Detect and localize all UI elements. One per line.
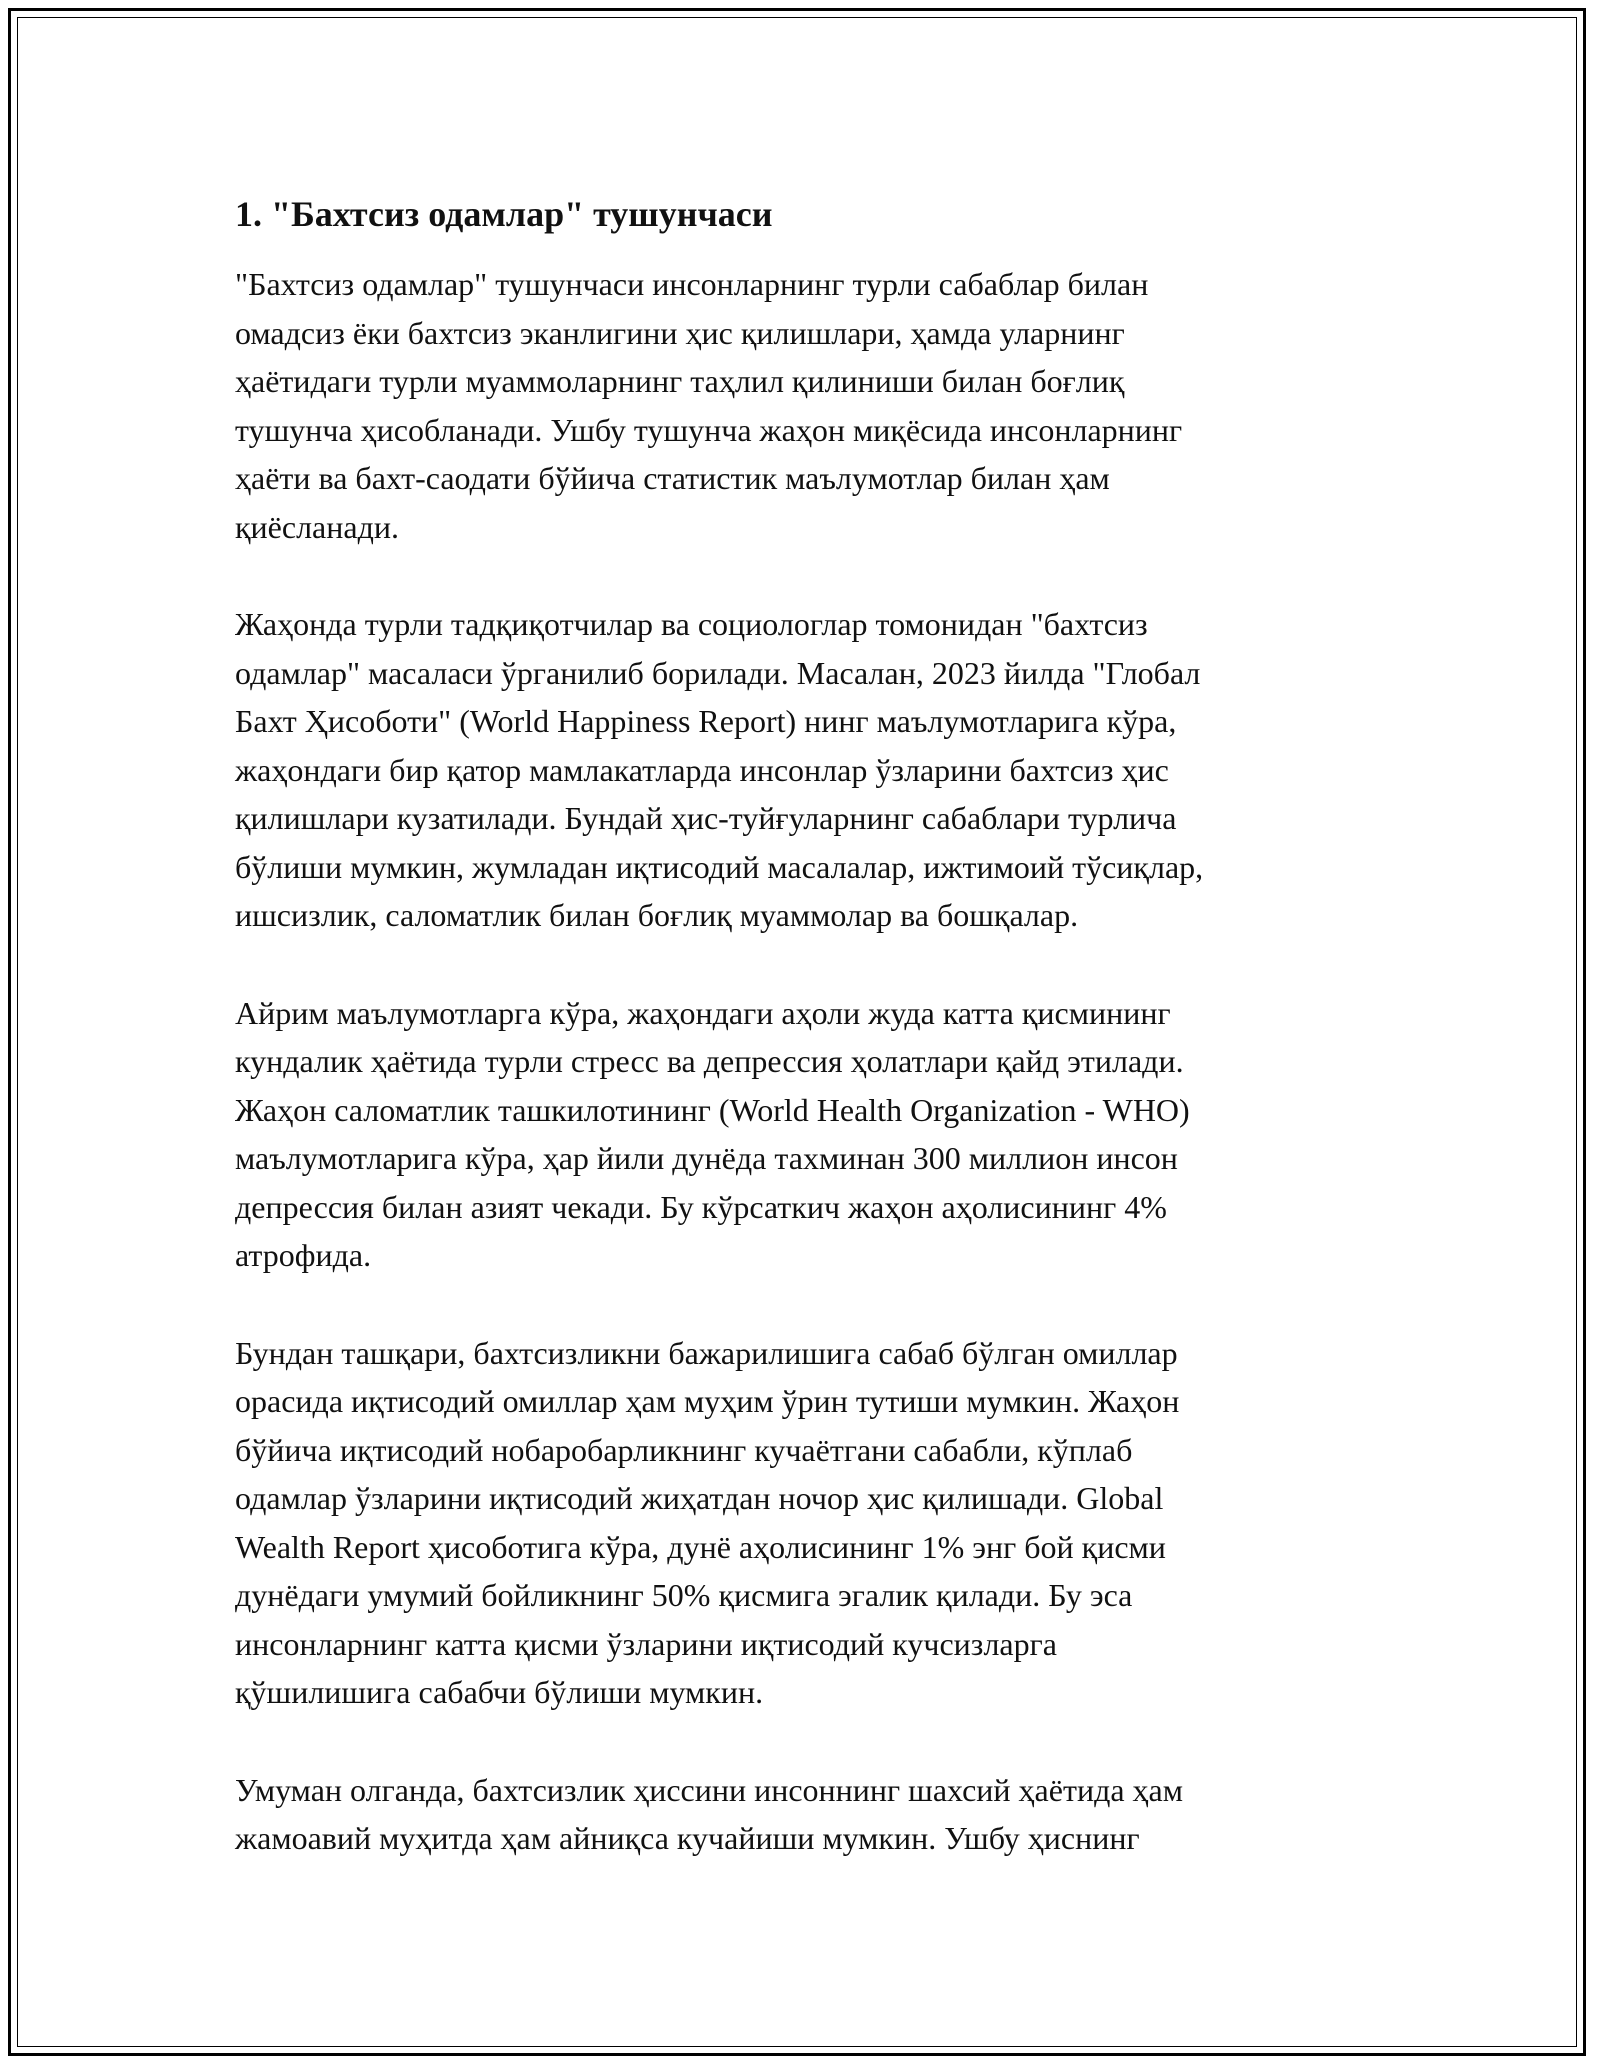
paragraph-1 [235, 260, 1370, 551]
paragraph-line: дунёдаги умумий бойликнинг 50% қисмига эгалик қилади. Бу эса [235, 1577, 1133, 1613]
paragraph-5 [235, 1766, 1370, 1863]
paragraph-line: жаҳондаги бир қатор мамлакатларда инсонлар ўзларини бахтсиз ҳис [235, 751, 1169, 788]
paragraph-4 [235, 1329, 1370, 1717]
paragraph-line: бўйича иқтисодий нобаробарликнинг кучаётгани сабабли, кўплаб [235, 1431, 1133, 1468]
paragraph-line: омадсиз ёки бахтсиз эканлигини ҳис қилишлари, ҳамда уларнинг [235, 314, 1125, 351]
paragraph-line: қўшилишига сабабчи бўлиши мумкин. [235, 1674, 764, 1710]
paragraph-line: Жаҳон саломатлик ташкилотининг (World Health Organization - WHO) [235, 1091, 1190, 1128]
paragraph-line: депрессия билан азият чекади. Бу кўрсаткич жаҳон аҳолисининг 4% [235, 1188, 1167, 1225]
paragraph-line: орасида иқтисодий омиллар ҳам муҳим ўрин тутиши мумкин. Жаҳон [235, 1383, 1180, 1419]
section-heading: 1. "Бахтсиз одамлар" тушунчаси [235, 194, 773, 234]
paragraph-line: маълумотларига кўра, ҳар йили дунёда тахминан 300 миллион инсон [235, 1140, 1178, 1176]
document-body [235, 190, 1370, 1912]
paragraph-line: ҳаёти ва бахт-саодати бўйича статистик маълумотлар билан ҳам [235, 460, 1110, 496]
paragraph-line: Бахт Ҳисоботи" (World Happiness Report) нинг маълумотларига кўра, [235, 703, 1177, 739]
paragraph-line: қиёсланади. [235, 508, 399, 545]
paragraph-line: кундалик ҳаётида турли стресс ва депрессия ҳолатлари қайд этилади. [235, 1043, 1184, 1079]
paragraph-line: одамлар ўзларини иқтисодий жиҳатдан ночор ҳис қилишади. Global [235, 1480, 1164, 1516]
paragraph-line: жамоавий муҳитда ҳам айниқса кучайиши мумкин. Ушбу ҳиснинг [235, 1820, 1140, 1856]
paragraph-line: бўлиши мумкин, жумладан иқтисодий масалалар, ижтимоий тўсиқлар, [235, 848, 1204, 885]
paragraph-line: Умуман олганда, бахтсизлик ҳиссини инсоннинг шахсий ҳаётида ҳам [235, 1771, 1183, 1808]
paragraph-line: одамлар" масаласи ўрганилиб борилади. Масалан, 2023 йилда "Глобал [235, 654, 1201, 691]
paragraph-line: ишсизлик, саломатлик билан боғлиқ муаммолар ва бошқалар. [235, 897, 1079, 933]
paragraph-line: қилишлари кузатилади. Бундай ҳис-туйғуларнинг сабаблари турлича [235, 800, 1177, 836]
paragraph-2 [235, 600, 1370, 940]
paragraph-line: "Бахтсиз одамлар" тушунчаси инсонларнинг турли сабаблар билан [235, 266, 1149, 302]
paragraph-line: Wealth Report ҳисоботига кўра, дунё аҳолисининг 1% энг бой қисми [235, 1528, 1166, 1565]
paragraph-line: тушунча ҳисобланади. Ушбу тушунча жаҳон миқёсида инсонларнинг [235, 411, 1183, 448]
paragraph-line: инсонларнинг катта қисми ўзларини иқтисодий кучсизларга [235, 1625, 1057, 1662]
paragraph-line: ҳаётидаги турли муаммоларнинг таҳлил қилиниши билан боғлиқ [235, 363, 1125, 399]
paragraph-line: Жаҳонда турли тадқиқотчилар ва социологлар томонидан "бахтсиз [235, 606, 1148, 642]
paragraph-3 [235, 989, 1370, 1280]
paragraph-line: Айрим маълумотларга кўра, жаҳондаги аҳоли жуда катта қисмининг [235, 994, 1171, 1031]
paragraph-line: Бундан ташқари, бахтсизликни бажарилишига сабаб бўлган омиллар [235, 1334, 1178, 1371]
paragraph-line: атрофида. [235, 1237, 372, 1273]
